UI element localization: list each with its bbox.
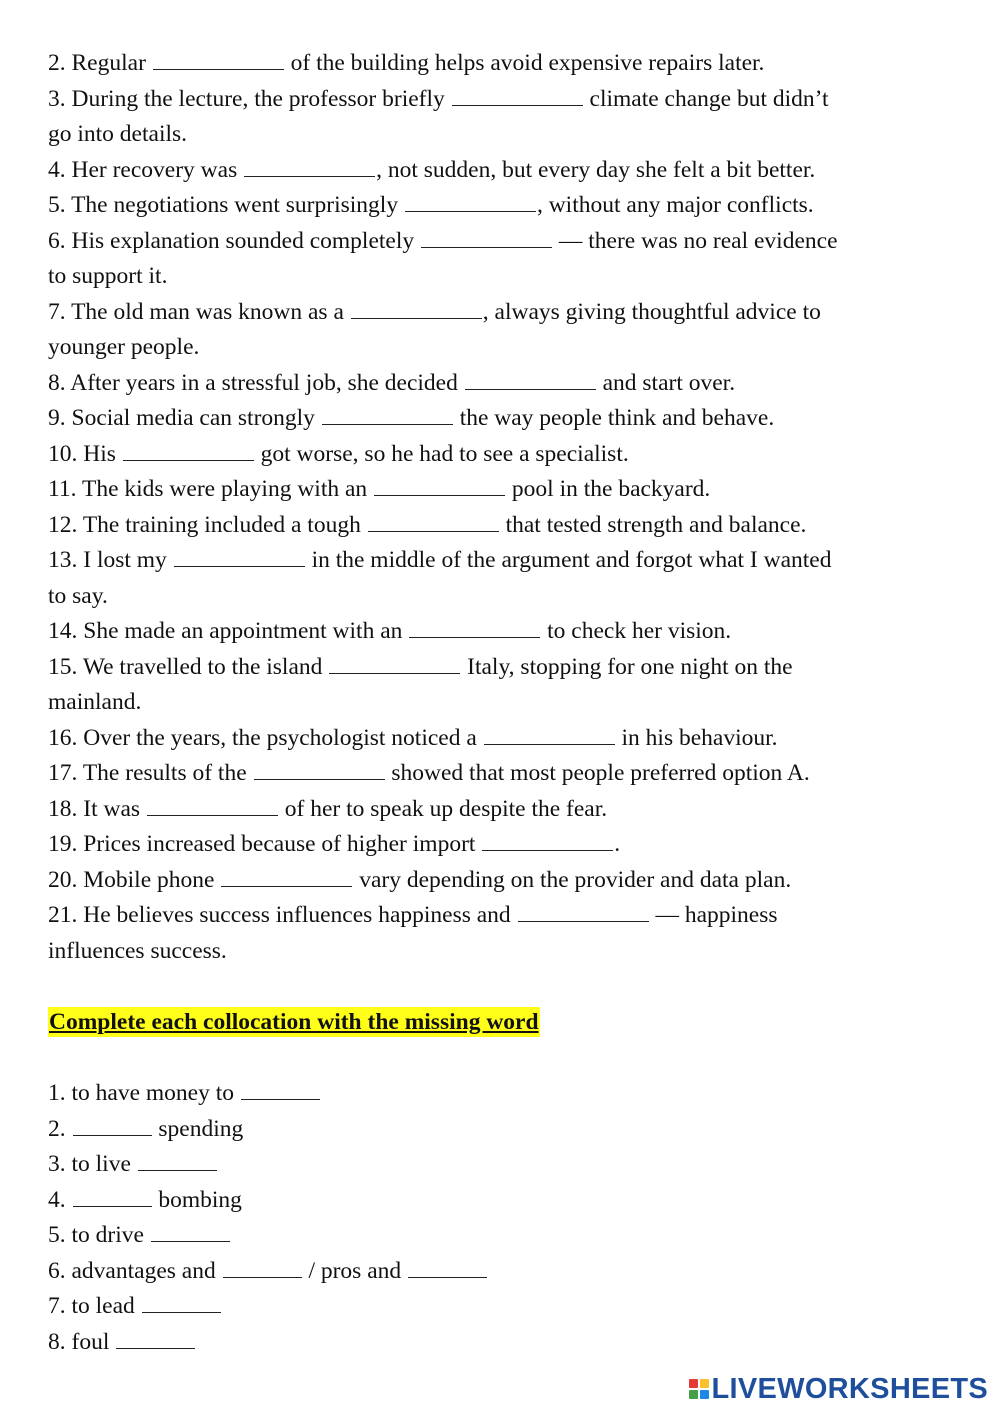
answer-blank[interactable] — [374, 475, 505, 496]
answer-blank[interactable] — [151, 1221, 230, 1242]
sentence-after: got worse, so he had to see a specialist. — [260, 440, 629, 467]
collocation-text: to have money to — [71, 1080, 235, 1106]
collocation-item — [48, 1254, 948, 1290]
collocation-text: to drive — [71, 1222, 144, 1248]
sentence-item — [48, 756, 948, 792]
sentence-item — [48, 508, 948, 544]
sentence-after: , not sudden, but every day she felt a bit better. — [376, 156, 816, 183]
sentence-item — [48, 792, 948, 828]
sentence-after: , without any major conflicts. — [536, 192, 814, 218]
sentence-after: that tested strength and balance. — [505, 511, 807, 538]
collocation-item — [48, 1076, 948, 1112]
answer-blank[interactable] — [329, 653, 460, 674]
sentence-before: Social media can strongly — [71, 405, 315, 431]
sentence-item — [48, 224, 948, 260]
sentence-item — [48, 437, 948, 473]
sentence-item — [48, 188, 948, 224]
sentence-after: . — [614, 831, 621, 857]
collocation-list — [48, 1076, 948, 1360]
logo-icon — [689, 1379, 709, 1399]
answer-blank[interactable] — [484, 724, 615, 745]
sentence-before: She made an appointment with an — [83, 618, 403, 644]
item-number: 16. — [48, 724, 78, 751]
item-number: 2. — [48, 1115, 66, 1142]
item-number: 21. — [48, 902, 78, 928]
item-number: 14. — [48, 618, 78, 644]
sentence-item — [48, 614, 948, 650]
sentence-before: His explanation sounded completely — [71, 227, 415, 254]
item-number: 10. — [48, 440, 78, 467]
logo-text: LIVEWORKSHEETS — [711, 1373, 988, 1405]
answer-blank[interactable] — [408, 1257, 487, 1278]
sentence-continuation: to say. — [48, 582, 108, 609]
sentence-after: — happiness — [655, 902, 778, 928]
sentence-after: of her to speak up despite the fear. — [284, 795, 608, 822]
sentence-item — [48, 721, 948, 757]
collocation-text: advantages and — [71, 1257, 216, 1284]
sentence-before: We travelled to the island — [82, 653, 323, 680]
item-number: 11. — [48, 476, 77, 502]
collocation-text: spending — [158, 1115, 244, 1142]
answer-blank[interactable] — [116, 1328, 195, 1349]
answer-blank[interactable] — [73, 1186, 152, 1207]
answer-blank[interactable] — [138, 1150, 217, 1171]
sentence-continuation: influences success. — [48, 937, 227, 964]
sentence-before: The results of the — [82, 760, 247, 786]
sentence-before: The old man was known as a — [71, 298, 344, 325]
answer-blank[interactable] — [153, 49, 284, 70]
sentence-after: climate change but didn’t — [589, 85, 829, 112]
collocation-text: to lead — [71, 1293, 135, 1319]
worksheet-page — [48, 46, 948, 1360]
logo-square — [700, 1390, 709, 1399]
sentence-before: Over the years, the psychologist noticed a — [83, 724, 477, 751]
sentence-after: showed that most people preferred option A. — [391, 760, 810, 786]
collocation-item — [48, 1325, 948, 1361]
item-number: 5. — [48, 1222, 66, 1248]
item-number: 9. — [48, 405, 66, 431]
sentence-before: Mobile phone — [83, 866, 215, 893]
sentence-before: The kids were playing with an — [81, 476, 368, 502]
answer-blank[interactable] — [465, 369, 596, 390]
collocation-text: bombing — [158, 1186, 242, 1213]
answer-blank[interactable] — [123, 440, 254, 461]
sentence-before: Prices increased because of higher import — [83, 831, 476, 857]
sentence-after: in the middle of the argument and forgot what I wanted — [311, 547, 832, 573]
sentence-item — [48, 898, 948, 934]
answer-blank[interactable] — [351, 298, 482, 319]
item-number: 7. — [48, 298, 66, 325]
sentence-before: During the lecture, the professor briefly — [71, 85, 445, 112]
item-number: 8. — [48, 1328, 66, 1355]
sentence-continuation: go into details. — [48, 121, 188, 147]
heading-row — [48, 1005, 948, 1040]
collocation-text: to live — [71, 1151, 131, 1177]
logo-square — [700, 1379, 709, 1388]
sentence-before: Regular — [71, 50, 146, 76]
sentence-after: vary depending on the provider and data plan. — [359, 866, 792, 893]
item-number: 5. — [48, 192, 66, 218]
item-number: 18. — [48, 795, 78, 822]
item-number: 6. — [48, 1257, 66, 1284]
answer-blank[interactable] — [409, 617, 540, 638]
item-number: 3. — [48, 1151, 66, 1177]
sentence-before: It was — [83, 795, 141, 822]
sentence-item — [48, 650, 948, 686]
sentence-before: After years in a stressful job, she decided — [70, 369, 458, 396]
sentence-before: His — [83, 440, 116, 467]
liveworksheets-logo — [689, 1372, 989, 1406]
answer-blank[interactable] — [223, 1257, 302, 1278]
sentence-before: Her recovery was — [71, 156, 238, 183]
answer-blank[interactable] — [174, 546, 305, 567]
answer-blank[interactable] — [322, 404, 453, 425]
collocation-item — [48, 1218, 948, 1254]
sentence-item — [48, 543, 948, 579]
sentence-item — [48, 82, 948, 118]
sentence-after: Italy, stopping for one night on the — [467, 653, 793, 680]
item-number: 15. — [48, 653, 78, 680]
sentence-after: — there was no real evidence — [558, 227, 838, 254]
sentence-item — [48, 366, 948, 402]
collocation-item — [48, 1183, 948, 1219]
answer-blank[interactable] — [421, 227, 552, 248]
answer-blank[interactable] — [518, 901, 649, 922]
fill-in-sentences — [48, 46, 948, 969]
item-number: 1. — [48, 1080, 66, 1106]
collocation-item — [48, 1289, 948, 1325]
sentence-continuation: to support it. — [48, 263, 168, 289]
item-number: 19. — [48, 831, 78, 857]
item-number: 8. — [48, 369, 66, 396]
sentence-item — [48, 401, 948, 437]
item-number: 7. — [48, 1293, 66, 1319]
answer-blank[interactable] — [452, 85, 583, 106]
sentence-after: to check her vision. — [547, 618, 732, 644]
item-number: 2. — [48, 50, 66, 76]
collocation-item — [48, 1112, 948, 1148]
answer-blank[interactable] — [482, 830, 613, 851]
sentence-after: in his behaviour. — [621, 724, 778, 751]
collocation-text: / pros and — [308, 1257, 402, 1284]
sentence-item — [48, 46, 948, 82]
sentence-after: pool in the backyard. — [511, 476, 711, 502]
logo-square — [689, 1379, 698, 1388]
sentence-before: The training included a tough — [82, 511, 361, 538]
answer-blank[interactable] — [73, 1115, 152, 1136]
sentence-before: The negotiations went surprisingly — [71, 192, 399, 218]
item-number: 12. — [48, 511, 78, 538]
sentence-item — [48, 827, 948, 863]
sentence-continuation: mainland. — [48, 689, 142, 715]
answer-blank[interactable] — [368, 511, 499, 532]
answer-blank[interactable] — [405, 191, 536, 212]
item-number: 4. — [48, 156, 66, 183]
sentence-after: the way people think and behave. — [459, 405, 775, 431]
sentence-before: He believes success influences happiness and — [83, 902, 511, 928]
sentence-after: , always giving thoughtful advice to — [482, 298, 821, 325]
sentence-item — [48, 472, 948, 508]
sentence-item — [48, 295, 948, 331]
sentence-continuation: younger people. — [48, 334, 200, 360]
item-number: 4. — [48, 1186, 66, 1213]
item-number: 6. — [48, 227, 66, 254]
answer-blank[interactable] — [147, 795, 278, 816]
item-number: 17. — [48, 760, 78, 786]
section-heading: Complete each collocation with the missing word — [49, 1009, 539, 1035]
collocation-text: foul — [71, 1328, 110, 1355]
item-number: 20. — [48, 866, 78, 893]
sentence-after: of the building helps avoid expensive repairs later. — [290, 50, 765, 76]
answer-blank[interactable] — [221, 866, 352, 887]
sentence-item — [48, 863, 948, 899]
item-number: 13. — [48, 547, 78, 573]
sentence-before: I lost my — [83, 547, 167, 573]
answer-blank[interactable] — [244, 156, 375, 177]
answer-blank[interactable] — [241, 1079, 320, 1100]
sentence-after: and start over. — [602, 369, 736, 396]
logo-square — [689, 1390, 698, 1399]
sentence-item — [48, 153, 948, 189]
answer-blank[interactable] — [254, 759, 385, 780]
item-number: 3. — [48, 85, 66, 112]
collocation-item — [48, 1147, 948, 1183]
answer-blank[interactable] — [142, 1292, 221, 1313]
